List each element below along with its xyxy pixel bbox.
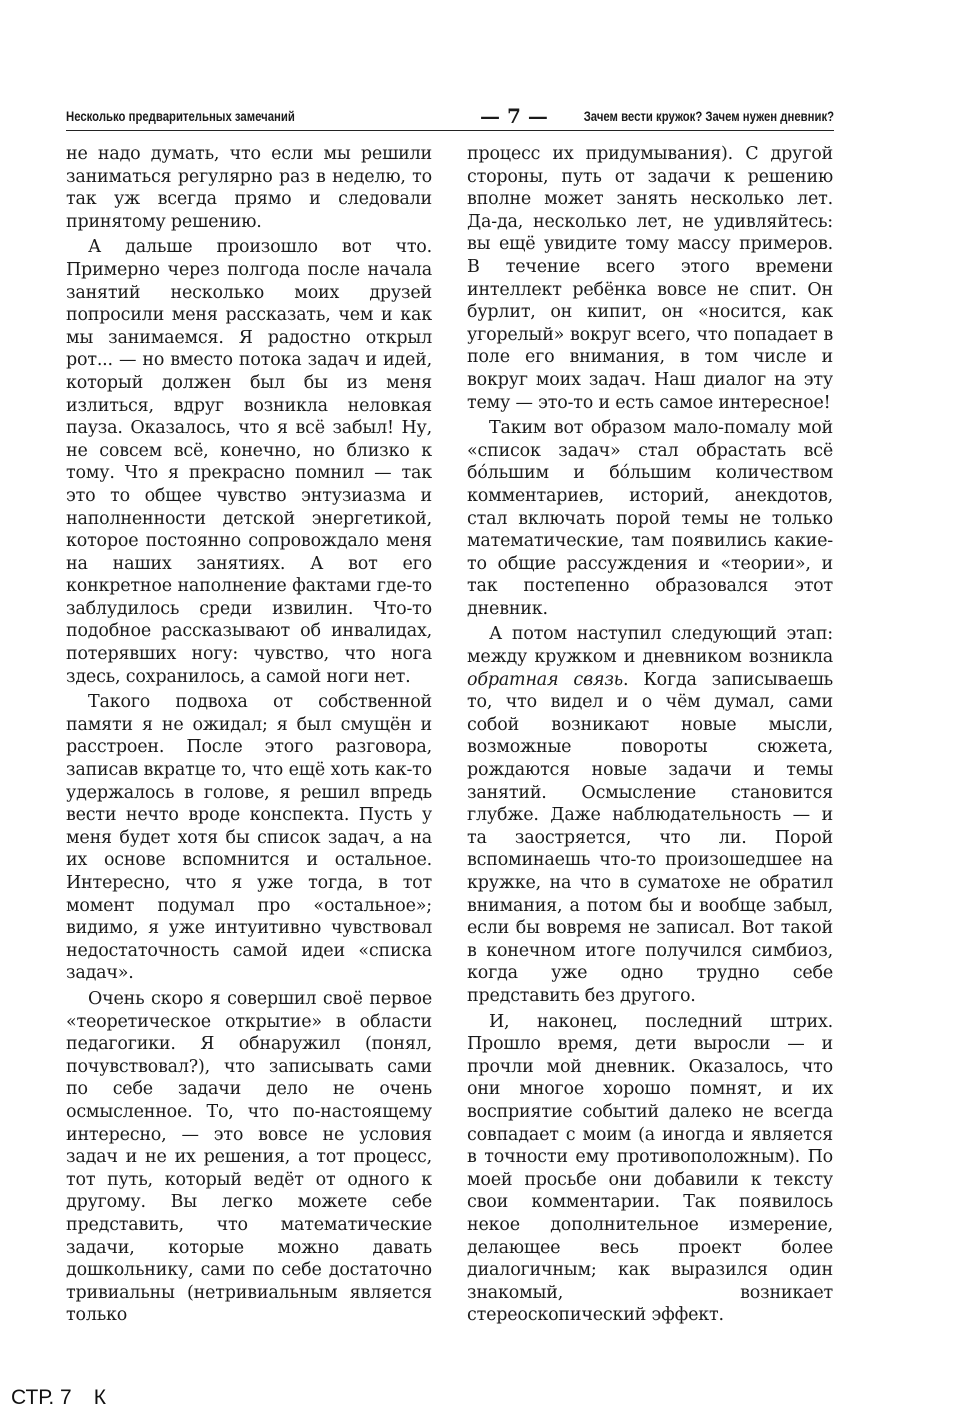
header-right-title: Зачем вести кружок? Зачем нужен дневник?	[583, 109, 834, 124]
paragraph: Такого подвоха от собственной памяти я не ожидал; я был смущён и расстроен. После этого разговора, записав вкратце то, что ещё хоть как-то удержалось в голове, я решил впредь вести нечто вроде конспекта. Пусть у меня будет хотя бы список задач, а на их основе вспомнится и остальное. Интересно, что я уже тогда, в тот момент подумал про «остальное»; видимо, я уже интуитивно чувствовал недостаточность самой идеи «списка задач».	[66, 692, 432, 984]
paragraph: И, наконец, последний штрих. Прошло время, дети выросли — и прочли мой дневник. Оказалось, что они многое хорошо помнят, и их восприятие событий далеко не всегда совпадает с моим (а иногда и является в точности ему противоположным). По моей просьбе они добавили к тексту свои комментарии. Так появилось некое дополнительное измерение, делающее весь проект более диалогичным; как выразился один знакомый, возникает стереоскопический эффект.	[467, 1011, 833, 1326]
emphasis-text: обратная связь	[467, 669, 623, 690]
paragraph-text: . Когда записываешь то, что видел и о чём думал, сами собой возникают новые мысли, возможные повороты сюжета, рождаются новые задачи и темы занятий. Осмысление становится глубже. Даже наблюдательность — и та заостряется, что ли. Порой вспоминаешь что-то произошедшее на кружке, на что в суматохе не обратил внимания, а потом бы и вообще забыл, если бы вовремя не записал. Вот такой в конечном итоге получился симбиоз, когда уже одно трудно себе представить без другого.	[467, 669, 833, 1006]
paragraph: Таким вот образом мало-помалу мой «список задач» стал обрастать всё бо́льшим и бо́льшим количеством комментариев, историй, анекдотов, стал включать порой темы не только математические, там появились какие-то общие рассуждения и «теории», и так постепенно образовался этот дневник.	[467, 418, 833, 619]
left-column	[66, 143, 432, 1327]
right-column	[467, 143, 833, 1327]
paragraph	[467, 623, 833, 1007]
paragraph: процесс их придумывания). С другой стороны, путь от задачи к решению вполне может занять несколько лет. Да-да, несколько лет, не удивляйтесь: вы ещё увидите тому массу примеров. В течение всего этого времени интеллект ребёнка вовсе не спит. Он бурлит, он кипит, он «носится, как угорелый» вокруг всего, что попадает в поле его внимания, в том числе и вокруг моих задач. Наш диалог на эту тему — это-то и есть самое интересное!	[467, 144, 833, 413]
footer-mark: К	[93, 1386, 106, 1409]
paragraph: А дальше произошло вот что. Примерно через полгода после начала занятий несколько моих друзей попросили меня рассказать, чем и как мы занимаемся. Я радостно открыл рот... — но вместо потока задач и идей, который должен был бы из меня излиться, вдруг возникла неловкая пауза. Оказалось, что я всё забыл! Ну, не совсем всё, конечно, но близко к тому. Что я прекрасно помнил — так это то общее чувство энтузиазма и наполненности детской энергетикой, которое постоянно сопровождало меня на наших занятиях. А вот его конкретное наполнение фактами где-то заблудилось среди извилин. Что-то подобное рассказывают об инвалидах, потерявших ногу: чувство, что нога здесь, сохранилось, а самой ноги нет.	[66, 237, 432, 687]
paragraph-text: А потом наступил следующий этап: между кружком и дневником возникла	[467, 624, 833, 668]
page-number: — 7 —	[480, 104, 548, 128]
paragraph: не надо думать, что если мы решили заниматься регулярно раз в неделю, то так уж всегда прямо и следовали принятому решению.	[66, 144, 432, 232]
header-left-title: Несколько предварительных замечаний	[66, 109, 295, 124]
footer-page-label: СТР. 7	[11, 1386, 72, 1409]
paragraph: Очень скоро я совершил своё первое «теоретическое открытие» в области педагогики. Я обнаружил (понял, почувствовал?), что записывать сами по себе задачи дело не очень осмысленное. То, что по-настоящему интересно, — это вовсе не условия задач и не их решения, а тот процесс, тот путь, который ведёт от одного к другому. Вы легко можете себе представить, что математические задачи, которые можно давать дошкольнику, сами по себе достаточно тривиальны (нетривиальным является только	[66, 988, 432, 1326]
running-header	[66, 104, 834, 131]
page-footer	[11, 1386, 106, 1410]
